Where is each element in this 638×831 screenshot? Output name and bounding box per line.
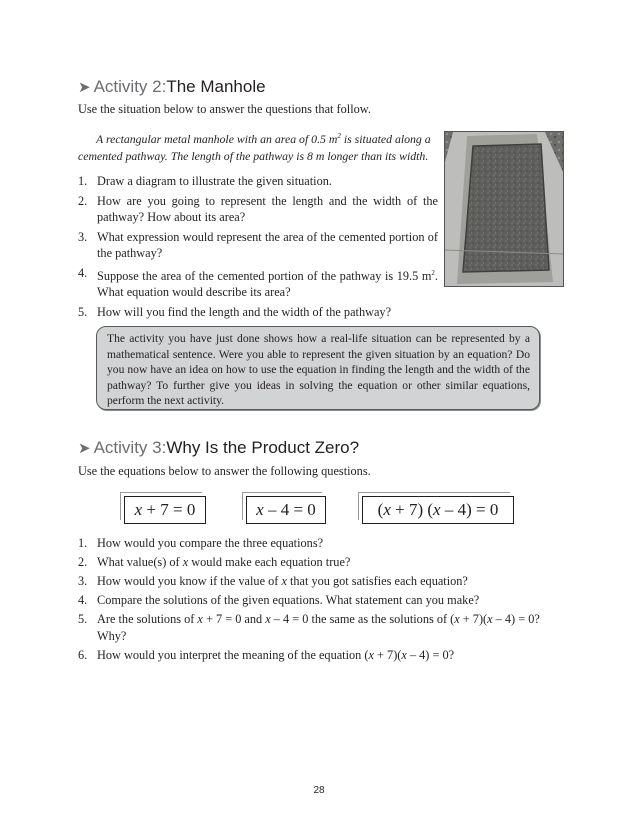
list-item: 1. Draw a diagram to illustrate the given situation. [78, 174, 332, 188]
arrow-icon: ➤ [78, 79, 91, 96]
list-item: 4. Suppose the area of the cemented portion of the pathway is 19.5 $m^2$. What equation would describe its area? [78, 266, 438, 300]
page-number: 28 [313, 785, 325, 796]
note-box: The activity you have just done shows how a real-life situation can be represented by a mathematical sentence. Were you able to represent the given situation by an equation? Do you now have an idea on how to use the equation in finding the length and the width of the pathway? To further give you ideas in solving the equation or other similar equations, perform the next activity. [96, 326, 540, 410]
activity3-label: Activity 3: [93, 438, 167, 457]
list-item: 1. How would you compare the three equations? [78, 536, 324, 550]
equation-box-2: x – 4 = 0 [246, 496, 326, 524]
activity2-heading [78, 76, 266, 99]
list-item: 5. Are the solutions of x + 7 = 0 and x – 4 = 0 the same as the solutions of (x + 7)(x – 4) = 0? Why? [78, 612, 540, 643]
list-item: 3. How would you know if the value of x that you got satisfies each equation? [78, 574, 468, 588]
list-item: 5. How will you find the length and the width of the pathway? [78, 305, 392, 320]
list-item: 2. What value(s) of x would make each equation true? [78, 555, 351, 569]
manhole-photo [444, 131, 564, 287]
activity2-question-list [78, 173, 438, 320]
arrow-icon: ➤ [78, 440, 91, 457]
activity2-title: The Manhole [166, 77, 266, 96]
equation-box-1: x + 7 = 0 [124, 496, 206, 524]
equation-box-3: (x + 7) (x – 4) = 0 [362, 496, 514, 524]
activity2-label: Activity 2: [93, 77, 167, 96]
situation-text: A rectangular metal manhole with an area of 0.5 $m^2$ is situated along a cemented pathway. The length of the pathway is 8 m longer than its width. [78, 131, 431, 163]
activity3-intro: Use the equations below to answer the following questions. [78, 464, 371, 478]
activity2-intro: Use the situation below to answer the questions that follow. [78, 102, 371, 116]
activity3-question-list [78, 535, 564, 664]
list-item: 4. Compare the solutions of the given equations. What statement can you make? [78, 593, 480, 607]
activity3-title: Why Is the Product Zero? [166, 438, 360, 457]
list-item: 6. How would you interpret the meaning of the equation (x + 7)(x – 4) = 0? [78, 648, 455, 662]
list-item: 2. How are you going to represent the length and the width of the pathway? How about its area? [78, 194, 438, 224]
list-item: 3. What expression would represent the area of the cemented portion of the pathway? [78, 230, 438, 260]
activity3-heading [78, 437, 359, 460]
